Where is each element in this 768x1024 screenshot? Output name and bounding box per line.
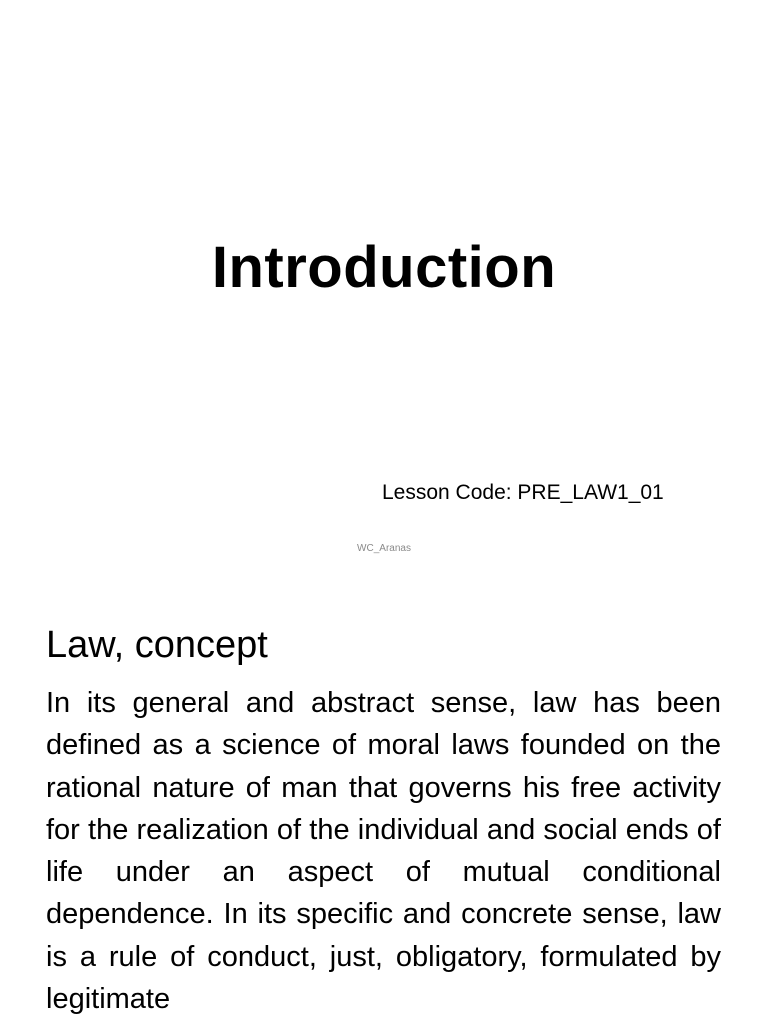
content-slide bbox=[0, 580, 768, 1024]
slide-title: Introduction bbox=[211, 235, 557, 300]
slide-heading: Law, concept bbox=[46, 624, 268, 666]
author-watermark: WC_Aranas bbox=[357, 543, 411, 554]
slide-body-text: In its general and abstract sense, law has been defined as a science of moral laws founded on the rational nature of man that governs his free activity for the realization of the individual and social ends of life under an aspect of mutual conditional dependence. In its specific and concrete sense, law is a rule of conduct, just, obligatory, formulated by legitimate bbox=[46, 687, 721, 1016]
lesson-code: Lesson Code: PRE_LAW1_01 bbox=[382, 481, 664, 504]
